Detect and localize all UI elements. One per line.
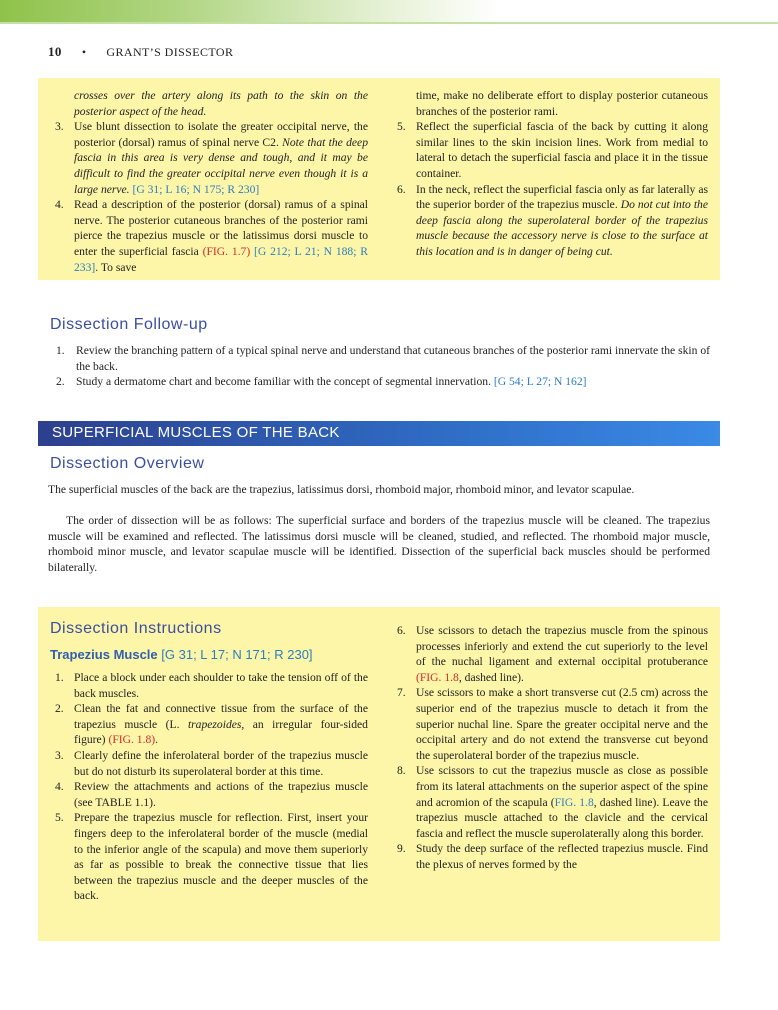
- instruction-box-continued: [38, 78, 720, 280]
- list-item: [392, 685, 708, 763]
- box1-right-column: [392, 88, 708, 260]
- atlas-reference: [G 212; L 21; N 188; R 233]: [74, 244, 368, 274]
- list-item: [56, 343, 710, 374]
- running-head: [48, 44, 233, 60]
- figure-reference: (FIG. 1.8): [108, 733, 156, 747]
- item-number: 5.: [397, 120, 406, 134]
- list-item: [50, 779, 368, 810]
- subsection-heading: [50, 646, 313, 664]
- item-text: Use scissors to cut the trapezius muscle as close as possible from its lateral attachments on the superior aspect of the spine and acromion of the scapula (: [416, 764, 708, 809]
- list-item: [50, 810, 368, 904]
- list-item: [50, 119, 368, 197]
- item-text: Prepare the trapezius muscle for reflection. First, insert your fingers deep to the inferolateral border of the muscle (medial to the inferior angle of the scapula) and move them superiorly as far as possible to break the connective tissue that lies between the trapezius muscle and the deeper muscles of the back.: [74, 811, 368, 903]
- item-text: Review the attachments and actions of the trapezius muscle (see TABLE 1.1).: [74, 780, 368, 809]
- list-item: [50, 670, 368, 701]
- atlas-reference: [G 31; L 16; N 175; R 230]: [129, 182, 260, 196]
- overview-heading: Dissection Overview: [50, 455, 205, 472]
- subsection-title: Trapezius Muscle: [50, 647, 158, 662]
- followup-list: [56, 343, 710, 390]
- item-text-tail: , dashed line).: [458, 670, 524, 684]
- item-text: Place a block under each shoulder to take the tension off of the back muscles.: [74, 671, 368, 700]
- item-text-tail: , dashed line). Leave the trapezius muscle attached to the clavicle and the cervical fascia and reflect the muscle superolaterally along this border.: [416, 795, 708, 840]
- item-italic: Note that the deep fascia in this area is very dense and tough, and it may be difficult to find the greater occipital nerve even though it is a large nerve.: [74, 135, 368, 196]
- section-banner: [38, 421, 720, 446]
- item-text: Read a description of the posterior (dorsal) ramus of a spinal nerve. The posterior cutaneous branches of the posterior rami pierce the trapezius muscle or the latissimus dorsi muscle to enter the superficial fascia: [74, 198, 368, 258]
- section-title: SUPERFICIAL MUSCLES OF THE BACK: [52, 424, 340, 441]
- item-text-tail: . To save: [95, 260, 137, 274]
- overview-paragraph-1: The superficial muscles of the back are the trapezius, latissimus dorsi, rhomboid major, rhomboid minor, and levator scapulae.: [48, 483, 635, 496]
- item-number: 2.: [55, 702, 64, 716]
- page-number: 10: [48, 44, 62, 59]
- list-item: [392, 119, 708, 181]
- item-number: 8.: [397, 764, 406, 778]
- item-text: , an irregular four-sided figure): [74, 717, 368, 747]
- list-item: [392, 841, 708, 872]
- item-text: Clearly define the inferolateral border of the trapezius muscle but do not disturb its superolateral border at this time.: [74, 748, 368, 778]
- overview-paragraph-2: The order of dissection will be as follows: The superficial surface and borders of the trapezius muscle will be cleaned. The trapezius muscle will be examined and reflected. The latissimus dorsi muscle will be cleaned, studied, and reflected. The rhomboid major muscle, rhomboid minor muscle, and levator scapulae muscle will be identified. Dissection of the superficial back muscles should be performed bilaterally.: [48, 514, 710, 574]
- continued-text: crosses over the artery along its path to the skin on the posterior aspect of the head.: [74, 89, 368, 118]
- item-number: 3.: [55, 120, 64, 134]
- item-number: 7.: [397, 686, 406, 700]
- item-text: Use scissors to detach the trapezius muscle from the spinous processes inferiorly and extend the cut superiorly to the level of the nuchal ligament and external occipital protuberance: [416, 624, 708, 669]
- figure-reference: (FIG. 1.7): [202, 244, 251, 258]
- item-text: Reflect the superficial fascia of the back by cutting it along similar lines to the skin incision lines. Work from medial to lateral to detach the superficial fascia and place it in the tissue container.: [416, 120, 708, 180]
- item-number: 4.: [55, 780, 64, 794]
- box1-left-column: [50, 88, 368, 275]
- header-gradient-bar: [0, 0, 500, 22]
- figure-reference: (FIG. 1.8: [416, 670, 459, 684]
- instructions-heading: Dissection Instructions: [50, 620, 222, 637]
- item-text: Clean the fat and connective tissue from the surface of the trapezius muscle (L.: [74, 702, 368, 731]
- list-item: [50, 197, 368, 275]
- item-number: 1.: [55, 671, 64, 684]
- box2-right-column: [392, 623, 708, 873]
- item-number: 2.: [56, 375, 65, 389]
- item-number: 4.: [55, 198, 64, 212]
- box2-left-column: [50, 670, 368, 904]
- header-bullet: •: [81, 45, 87, 59]
- book-title: GRANT’S DISSECTOR: [106, 45, 234, 59]
- list-item: [56, 374, 710, 390]
- figure-reference: FIG. 1.8: [554, 795, 594, 809]
- list-item: [50, 701, 368, 748]
- item-text: In the neck, reflect the superficial fascia only as far laterally as the superior border of the trapezius muscle.: [416, 182, 708, 212]
- atlas-reference: [G 54; L 27; N 162]: [493, 375, 587, 389]
- item-text-tail: .: [155, 733, 159, 747]
- item-text: Study the deep surface of the reflected trapezius muscle. Find the plexus of nerves formed by the: [416, 842, 708, 871]
- list-item: [392, 763, 708, 841]
- item-text: Review the branching pattern of a typical spinal nerve and understand that cutaneous branches of the posterior rami innervate the skin of the back.: [76, 344, 710, 373]
- list-item: [392, 182, 708, 260]
- item-text: Use scissors to make a short transverse cut (2.5 cm) across the superior end of the trapezius muscle to detach it from the superior nuchal line. Spare the greater occipital nerve and the occipital artery and do not extend the transverse cut beyond the superolateral border of the trapezius muscle.: [416, 686, 708, 762]
- atlas-reference: [G 31; L 17; N 171; R 230]: [157, 647, 313, 662]
- item-number: 1.: [56, 344, 65, 357]
- instruction-box: [38, 607, 720, 941]
- item-number: 9.: [397, 842, 406, 856]
- item-number: 6.: [397, 624, 406, 637]
- continued-text: time, make no deliberate effort to display posterior cutaneous branches of the posterior rami.: [416, 89, 708, 118]
- item-text: Study a dermatome chart and become familiar with the concept of segmental innervation.: [76, 375, 494, 389]
- list-item: [392, 623, 708, 685]
- followup-heading: Dissection Follow-up: [50, 316, 208, 333]
- item-italic: Do not cut into the deep fascia along the superolateral border of the trapezius muscle because the accessory nerve is close to the surface at this location and is in danger of being cut.: [416, 198, 709, 258]
- item-number: 6.: [397, 182, 406, 196]
- item-number: 3.: [55, 748, 64, 762]
- item-text: Use blunt dissection to isolate the greater occipital nerve, the posterior (dorsal) ramus of spinal nerve C2.: [74, 120, 368, 149]
- item-number: 5.: [55, 811, 64, 825]
- item-italic: trapezoides: [187, 717, 242, 731]
- header-rule: [0, 22, 778, 24]
- list-item: [50, 748, 368, 779]
